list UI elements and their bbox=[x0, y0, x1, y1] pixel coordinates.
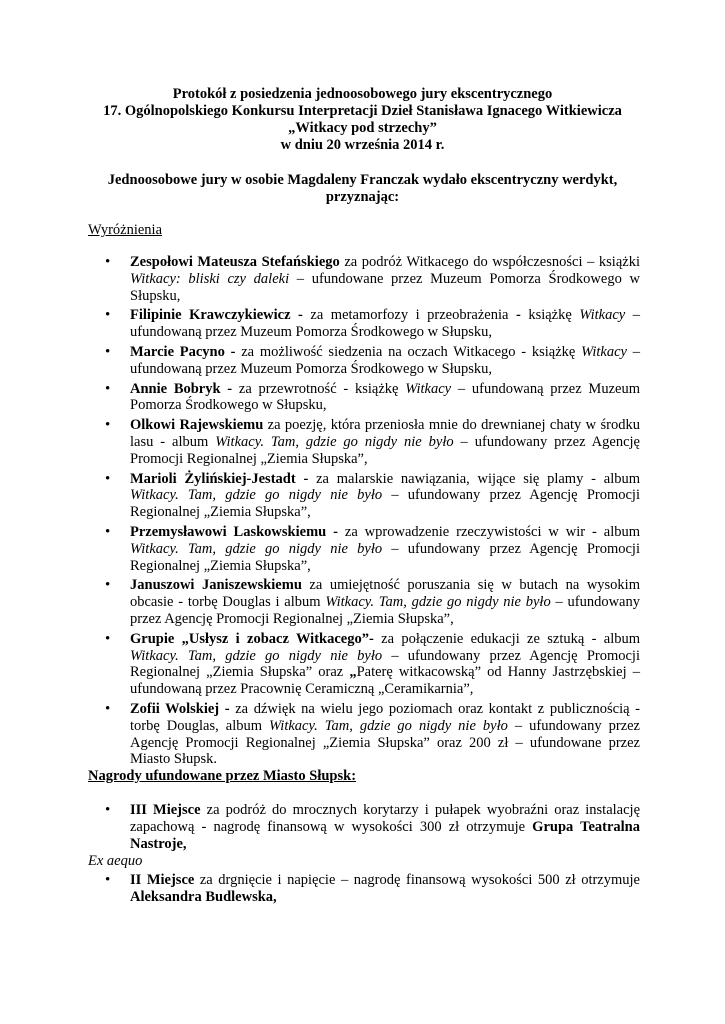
verdict-intro bbox=[0, 172, 725, 206]
verdict-line-2: przyznając: bbox=[325, 189, 400, 205]
title-line-2: 17. Ogólnopolskiego Konkursu Interpretacji Dzieł Stanisława Ignacego Witkiewicza bbox=[103, 103, 622, 119]
list-item: • Przemysławowi Laskowskiemu - za wprowadzenie rzeczywistości w wir - album Witkacy. Tam, gdzie go nigdy nie było – ufundowany przez Agencję Promocji Regionalnej „Ziemia Słupska”, bbox=[112, 524, 640, 574]
list-item: • Olkowi Rajewskiemu za poezję, która przeniosła mnie do drewnianej chaty w środku lasu - album Witkacy. Tam, gdzie go nigdy nie było – ufundowany przez Agencję Promocji Regionalnej „Ziemia Słupska”, bbox=[112, 417, 640, 467]
list-item: • Januszowi Janiszewskiemu za umiejętność poruszania się w butach na wysokim obcasie - torbę Douglas i album Witkacy. Tam, gdzie go nigdy nie było – ufundowany przez Agencję Promocji Regionalnej „Ziemia Słupska”, bbox=[112, 577, 640, 627]
wyroznienia-list bbox=[112, 254, 640, 771]
list-item: • Zofii Wolskiej - za dźwięk na wielu jego poziomach oraz kontakt z publicznością - torbę Douglas, album Witkacy. Tam, gdzie go nigdy nie było – ufundowany przez Agencję Promocji Regionalnej „Ziemia Słupska” oraz 200 zł – ufundowane przez Miasto Słupsk. bbox=[112, 701, 640, 768]
list-item: • Marioli Żylińskiej-Jestadt - za malarskie nawiązania, wijące się plamy - album Witkacy. Tam, gdzie go nigdy nie było – ufundowany przez Agencję Promocji Regionalnej „Ziemia Słupska”, bbox=[112, 471, 640, 521]
title-line-1: Protokół z posiedzenia jednoosobowego jury ekscentrycznego bbox=[172, 86, 553, 102]
list-item: • Annie Bobryk - za przewrotność - książkę Witkacy – ufundowaną przez Muzeum Pomorza Środkowego w Słupsku, bbox=[112, 381, 640, 415]
ex-aequo-label: Ex aequo bbox=[88, 853, 143, 869]
nagrody-list bbox=[112, 802, 640, 855]
list-item: • III Miejsce za podróż do mrocznych korytarzy i pułapek wyobraźni oraz instalację zapachową - nagrodę finansową w wysokości 300 zł otrzymuje Grupa Teatralna Nastroje, bbox=[112, 802, 640, 852]
list-item: • Marcie Pacyno - za możliwość siedzenia na oczach Witkacego - książkę Witkacy – ufundowaną przez Muzeum Pomorza Środkowego w Słupsku, bbox=[112, 344, 640, 378]
verdict-line-1: Jednoosobowe jury w osobie Magdaleny Franczak wydało ekscentryczny werdykt, bbox=[107, 172, 618, 188]
title-line-3: „Witkacy pod strzechy” bbox=[288, 120, 437, 136]
document-title bbox=[0, 86, 725, 154]
heading-nagrody: Nagrody ufundowane przez Miasto Słupsk: bbox=[88, 768, 357, 784]
heading-wyroznienia: Wyróżnienia bbox=[88, 222, 163, 238]
title-line-4: w dniu 20 września 2014 r. bbox=[280, 137, 445, 153]
nagrody-list-2 bbox=[112, 872, 640, 909]
list-item: • Zespołowi Mateusza Stefańskiego za podróż Witkacego do współczesności – książki Witkacy: bliski czy daleki – ufundowane przez Muzeum Pomorza Środkowego w Słupsku, bbox=[112, 254, 640, 304]
list-item: • Grupie „Usłysz i zobacz Witkacego”- za połączenie edukacji ze sztuką - album Witkacy. Tam, gdzie go nigdy nie było – ufundowany przez Agencję Promocji Regionalnej „Ziemia Słupska” oraz „Paterę witkacowską” od Hanny Jastrzębskiej – ufundowaną przez Pracownię Ceramiczną „Ceramikarnia”, bbox=[112, 631, 640, 698]
list-item: • Filipinie Krawczykiewicz - za metamorfozy i przeobrażenia - książkę Witkacy – ufundowaną przez Muzeum Pomorza Środkowego w Słupsku, bbox=[112, 307, 640, 341]
list-item: • II Miejsce za drgnięcie i napięcie – nagrodę finansową wysokości 500 zł otrzymuje Aleksandra Budlewska, bbox=[112, 872, 640, 906]
